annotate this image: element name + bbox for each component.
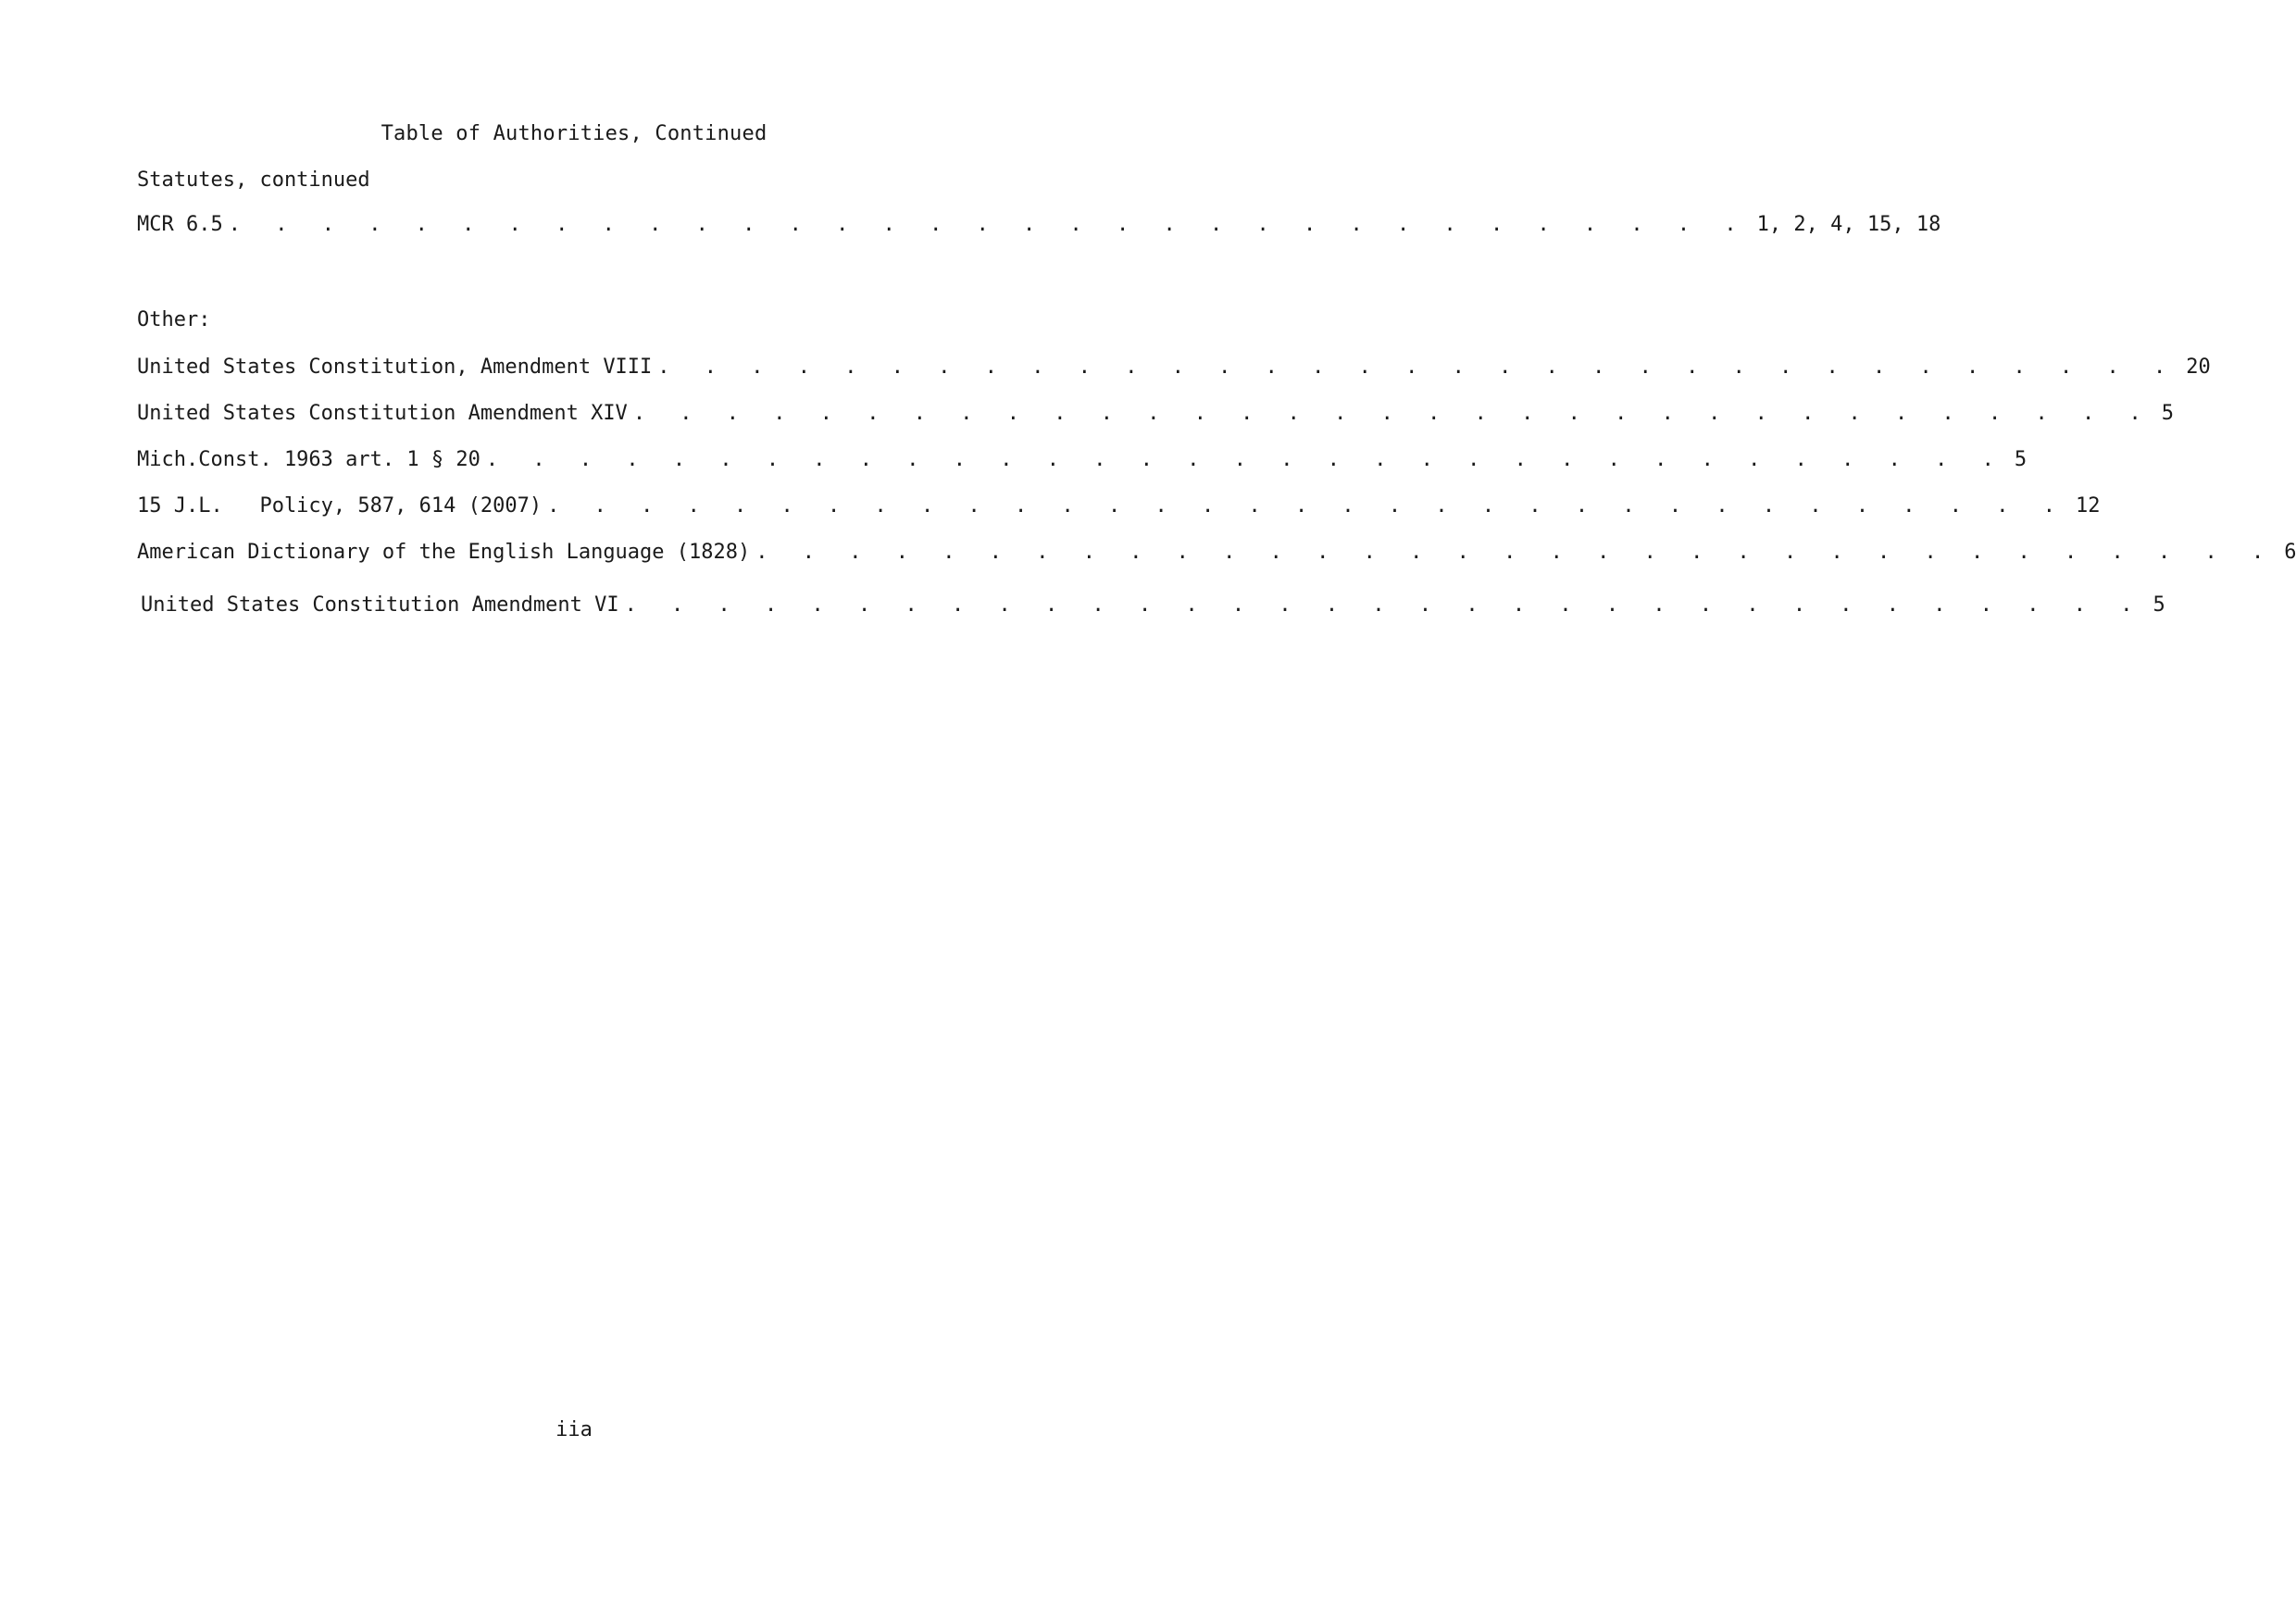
toa-citation: MCR 6.5 <box>137 213 223 236</box>
toa-entry <box>137 494 2101 518</box>
toa-citation: United States Constitution Amendment XIV <box>137 402 628 425</box>
toa-citation: United States Constitution, Amendment VIII <box>137 356 653 379</box>
dot-leader: . . . . . . . . . . . . . . . . . . . . . . . . . . . . . . . . . <box>657 356 2177 379</box>
other-heading: Other: <box>137 308 211 331</box>
dot-leader: . . . . . . . . . . . . . . . . . . . . . . . . . . . . . . . . . <box>624 593 2144 617</box>
toa-entry <box>137 213 1941 236</box>
toa-pages: 6 <box>2284 541 2296 564</box>
toa-entry <box>137 356 2211 379</box>
toa-entry <box>141 593 2165 617</box>
dot-leader: . . . . . . . . . . . . . . . . . . . . . . . . . . . . . . . . . <box>632 402 2152 425</box>
page-title: Table of Authorities, Continued <box>381 122 767 145</box>
toa-citation: American Dictionary of the English Language (1828) <box>137 541 751 564</box>
dot-leader: . . . . . . . . . . . . . . . . . . . . . . . . . . . . . . . . . <box>755 541 2276 564</box>
toa-pages: 12 <box>2076 494 2101 518</box>
toa-citation: United States Constitution Amendment VI <box>141 593 619 617</box>
toa-entry <box>137 402 2174 425</box>
toa-citation: 15 J.L. Policy, 587, 614 (2007) <box>137 494 543 518</box>
dot-leader: . . . . . . . . . . . . . . . . . . . . . . . . . . . . . . . . . <box>485 448 2005 471</box>
toa-citation: Mich.Const. 1963 art. 1 § 20 <box>137 448 480 471</box>
toa-pages: 5 <box>2152 593 2165 617</box>
statutes-heading: Statutes, continued <box>137 168 370 192</box>
toa-pages: 1, 2, 4, 15, 18 <box>1756 213 1941 236</box>
toa-entry <box>137 541 2296 564</box>
dot-leader: . . . . . . . . . . . . . . . . . . . . . . . . . . . . . . . . . <box>547 494 2067 518</box>
toa-pages: 5 <box>2161 402 2174 425</box>
toa-pages: 5 <box>2014 448 2028 471</box>
page-number: iia <box>555 1418 593 1441</box>
toa-pages: 20 <box>2186 356 2211 379</box>
dot-leader: . . . . . . . . . . . . . . . . . . . . . . . . . . . . . . . . . <box>228 213 1748 236</box>
toa-entry <box>137 448 2028 471</box>
